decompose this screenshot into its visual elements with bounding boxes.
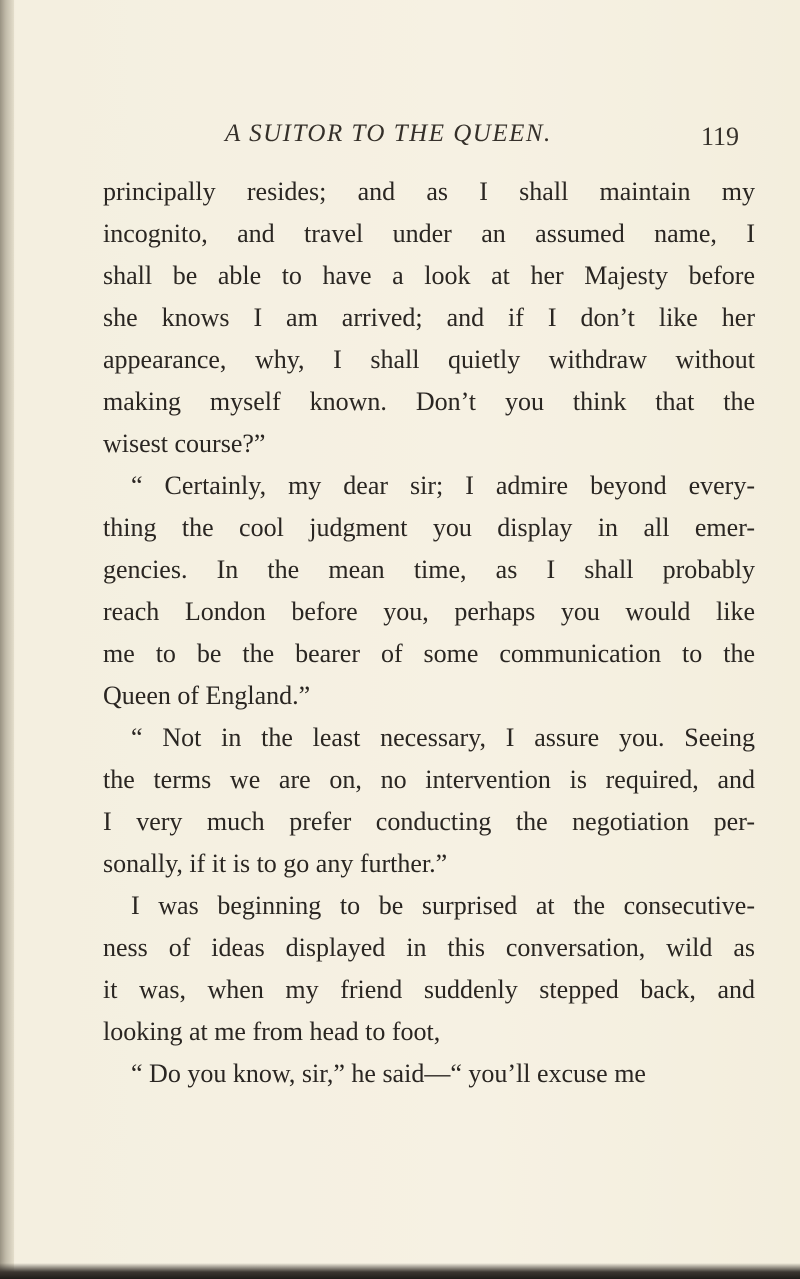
text-line: it was, when my friend suddenly stepped back, and — [103, 975, 755, 1004]
text-line: me to be the bearer of some communication to the — [103, 639, 755, 668]
text-line: “ Not in the least necessary, I assure you. Seeing — [131, 723, 755, 752]
text-line: “ Certainly, my dear sir; I admire beyond every- — [131, 471, 755, 500]
text-line: reach London before you, perhaps you would like — [103, 597, 755, 626]
text-line: I was beginning to be surprised at the consecutive- — [131, 891, 755, 920]
text-line: Queen of England.” — [103, 681, 311, 710]
text-line: the terms we are on, no intervention is required, and — [103, 765, 755, 794]
text-line: wisest course?” — [103, 429, 266, 458]
body-text — [103, 171, 755, 1095]
text-line: making myself known. Don’t you think that the — [103, 387, 755, 416]
text-line: looking at me from head to foot, — [103, 1017, 441, 1046]
text-line: appearance, why, I shall quietly withdraw without — [103, 345, 755, 374]
text-line: shall be able to have a look at her Majesty before — [103, 261, 755, 290]
text-line: thing the cool judgment you display in all emer- — [103, 513, 755, 542]
text-line: she knows I am arrived; and if I don’t like her — [103, 303, 755, 332]
text-line: incognito, and travel under an assumed name, I — [103, 219, 755, 248]
page-header — [95, 120, 745, 160]
page-number: 119 — [700, 122, 739, 151]
page-bottom-edge — [0, 1263, 800, 1279]
binding-edge — [0, 0, 14, 1279]
text-line: principally resides; and as I shall maintain my — [103, 177, 755, 206]
running-title: A SUITOR TO THE QUEEN. — [225, 120, 552, 147]
text-line: gencies. In the mean time, as I shall probably — [103, 555, 755, 584]
text-line: “ Do you know, sir,” he said—“ you’ll excuse me — [131, 1059, 646, 1088]
text-line: ness of ideas displayed in this conversation, wild as — [103, 933, 755, 962]
text-line: sonally, if it is to go any further.” — [103, 849, 448, 878]
text-line: I very much prefer conducting the negotiation per- — [103, 807, 755, 836]
